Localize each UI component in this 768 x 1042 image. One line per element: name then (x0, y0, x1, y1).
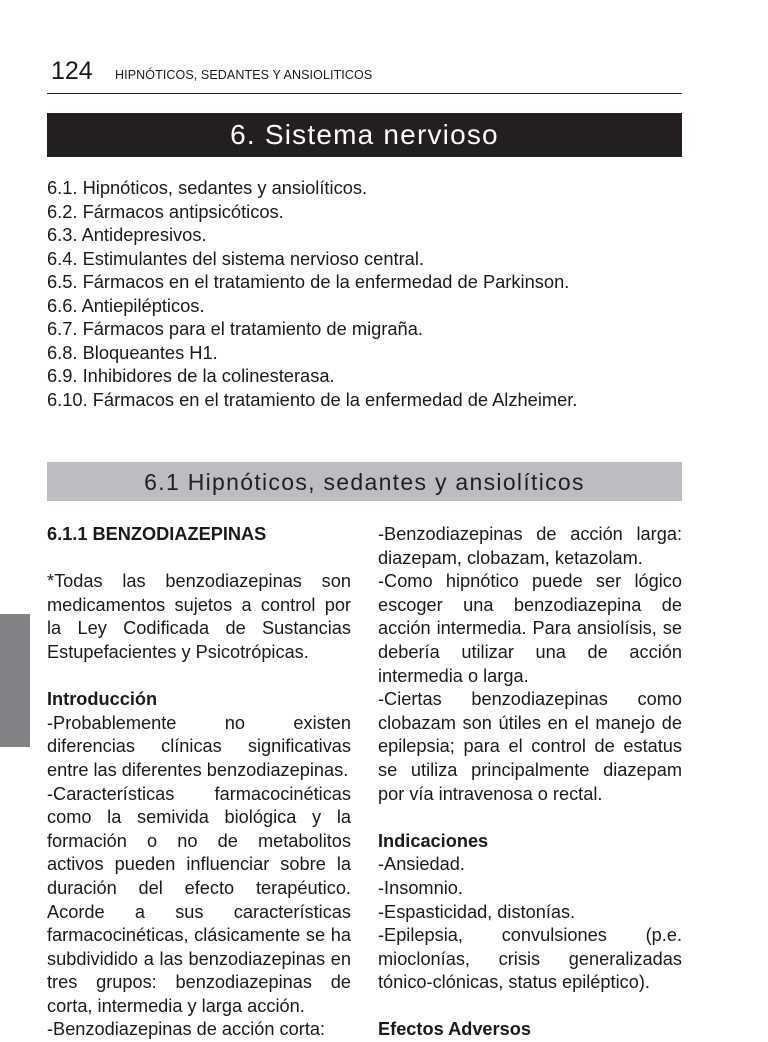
body-paragraph: -Como hipnótico puede ser lógico escoger una benzodiazepina de acción intermedia. Para ansiolísis, se debería utilizar una de acción intermedia o larga. (378, 571, 682, 686)
intro-paragraph: -Benzodiazepinas de acción corta: (47, 1019, 326, 1040)
toc-item: 6.8. Bloqueantes H1. (47, 341, 218, 363)
toc-item: 6.2. Fármacos antipsicóticos. (47, 200, 284, 222)
toc-item: 6.6. Antiepilépticos. (47, 294, 205, 316)
intro-paragraph: -Características farmacocinéticas como la semivida biológica y la formación o no de metabolitos activos pueden influenciar sobre la duración del efecto terapéutico. Acorde a sus características farmacocinéticas, clásicamente se ha subdividido a las benzodiazepinas en tres grupos: benzodiazepinas de corta, intermedia y larga acción. (47, 783, 351, 1016)
side-thumb-tab (0, 614, 30, 747)
intro-heading: Introducción (47, 689, 158, 710)
body-paragraph: -Ciertas benzodiazepinas como clobazam son útiles en el manejo de epilepsia; para el control de estatus se utiliza principalmente diazepam por vía intravenosa o rectal. (378, 689, 682, 804)
running-title: HIPNÓTICOS, SEDANTES Y ANSIOLITICOS (115, 68, 373, 82)
indication-item: -Epilepsia, convulsiones (p.e. mioclonías, crisis generalizadas tónico-clónicas, status epiléptico). (378, 925, 682, 993)
toc-item: 6.1. Hipnóticos, sedantes y ansiolíticos. (47, 177, 368, 198)
toc-item: 6.4. Estimulantes del sistema nervioso central. (47, 247, 424, 269)
toc-item: 6.5. Fármacos en el tratamiento de la enfermedad de Parkinson. (47, 271, 570, 292)
toc-item: 6.3. Antidepresivos. (47, 224, 207, 245)
indication-item: -Espasticidad, distonías. (378, 901, 576, 922)
subsection-heading: 6.1.1 BENZODIAZEPINAS (47, 524, 267, 544)
chapter-title: 6. Sistema nervioso (47, 113, 682, 157)
right-column (378, 523, 682, 1042)
toc-item: 6.9. Inhibidores de la colinesterasa. (47, 365, 335, 386)
intro-paragraph: -Probablemente no existen diferencias clínicas significativas entre las diferentes benzodiazepinas. (47, 712, 351, 780)
page-number: 124 (51, 57, 93, 85)
control-note: *Todas las benzodiazepinas son medicamentos sujetos a control por la Ley Codificada de Sustancias Estupefacientes y Psicotrópicas. (47, 571, 351, 662)
indication-item: -Insomnio. (378, 877, 463, 898)
left-column (47, 523, 351, 1042)
indications-heading: Indicaciones (378, 830, 489, 851)
indication-item: -Ansiedad. (378, 854, 465, 875)
body-paragraph: -Benzodiazepinas de acción larga: diazepam, clobazam, ketazolam. (378, 524, 682, 568)
toc-item: 6.7. Fármacos para el tratamiento de migraña. (47, 318, 423, 339)
section-title: 6.1 Hipnóticos, sedantes y ansiolíticos (47, 462, 682, 501)
toc-item: 6.10. Fármacos en el tratamiento de la enfermedad de Alzheimer. (47, 388, 578, 410)
adverse-effects-heading: Efectos Adversos (378, 1019, 531, 1040)
page-header (47, 56, 682, 94)
table-of-contents (47, 176, 687, 411)
